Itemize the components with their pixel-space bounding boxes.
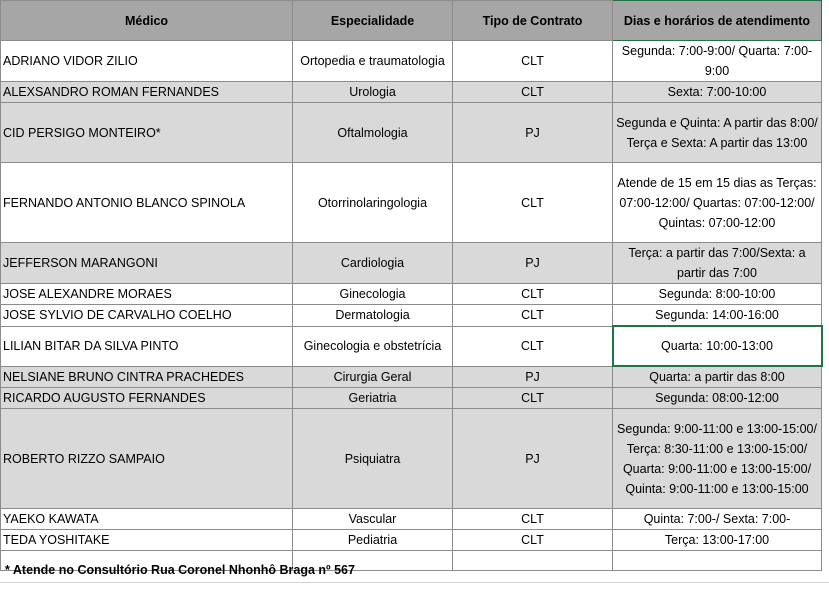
table-row bbox=[1, 284, 822, 305]
cell-medico[interactable]: JOSE SYLVIO DE CARVALHO COELHO bbox=[1, 305, 293, 327]
cell-horarios[interactable]: Quarta: a partir das 8:00 bbox=[613, 366, 822, 388]
cell-medico[interactable]: TEDA YOSHITAKE bbox=[1, 530, 293, 551]
table-row bbox=[1, 366, 822, 388]
cell-medico[interactable]: JOSE ALEXANDRE MORAES bbox=[1, 284, 293, 305]
header-contrato[interactable]: Tipo de Contrato bbox=[453, 1, 613, 41]
table-row bbox=[1, 530, 822, 551]
cell-horarios[interactable]: Segunda: 9:00-11:00 e 13:00-15:00/ Terça: 8:30-11:00 e 13:00-15:00/ Quarta: 9:00-11:00 e 13:00-15:00/ Quinta: 9:00-11:00 e 13:00-15:00 bbox=[613, 409, 822, 509]
cell-especialidade[interactable]: Dermatologia bbox=[293, 305, 453, 327]
cell-medico[interactable]: LILIAN BITAR DA SILVA PINTO bbox=[1, 326, 293, 366]
cell-medico[interactable]: CID PERSIGO MONTEIRO* bbox=[1, 103, 293, 163]
cell-contrato[interactable]: PJ bbox=[453, 103, 613, 163]
cell-especialidade[interactable]: Psiquiatra bbox=[293, 409, 453, 509]
cell-contrato[interactable]: CLT bbox=[453, 326, 613, 366]
cell-contrato[interactable]: CLT bbox=[453, 509, 613, 530]
cell-especialidade[interactable]: Ginecologia bbox=[293, 284, 453, 305]
cell-horarios[interactable]: Sexta: 7:00-10:00 bbox=[613, 82, 822, 103]
grid-line bbox=[0, 582, 829, 583]
cell-contrato[interactable]: PJ bbox=[453, 243, 613, 284]
cell-especialidade[interactable]: Pediatria bbox=[293, 530, 453, 551]
cell-especialidade[interactable]: Vascular bbox=[293, 509, 453, 530]
cell-horarios[interactable]: Segunda: 8:00-10:00 bbox=[613, 284, 822, 305]
cell-medico[interactable]: FERNANDO ANTONIO BLANCO SPINOLA bbox=[1, 163, 293, 243]
cell-horarios[interactable]: Quinta: 7:00-/ Sexta: 7:00- bbox=[613, 509, 822, 530]
cell-medico[interactable]: NELSIANE BRUNO CINTRA PRACHEDES bbox=[1, 366, 293, 388]
cell-especialidade[interactable]: Geriatria bbox=[293, 388, 453, 409]
cell-contrato[interactable]: CLT bbox=[453, 530, 613, 551]
cell-contrato[interactable]: PJ bbox=[453, 366, 613, 388]
table-row bbox=[1, 103, 822, 163]
cell-especialidade[interactable]: Oftalmologia bbox=[293, 103, 453, 163]
cell-especialidade[interactable]: Urologia bbox=[293, 82, 453, 103]
cell-horarios[interactable]: Segunda e Quinta: A partir das 8:00/ Terça e Sexta: A partir das 13:00 bbox=[613, 103, 822, 163]
cell-medico[interactable]: ALEXSANDRO ROMAN FERNANDES bbox=[1, 82, 293, 103]
table-row bbox=[1, 326, 822, 366]
cell-especialidade[interactable]: Ortopedia e traumatologia bbox=[293, 41, 453, 82]
table-row bbox=[1, 41, 822, 82]
footnote[interactable]: * Atende no Consultório Rua Coronel Nhonhô Braga nº 567 bbox=[5, 563, 355, 577]
table-row bbox=[1, 509, 822, 530]
cell-horarios[interactable]: Segunda: 7:00-9:00/ Quarta: 7:00-9:00 bbox=[613, 41, 822, 82]
empty-cell[interactable] bbox=[613, 551, 822, 571]
cell-contrato[interactable]: CLT bbox=[453, 388, 613, 409]
table-row bbox=[1, 243, 822, 284]
cell-medico[interactable]: ROBERTO RIZZO SAMPAIO bbox=[1, 409, 293, 509]
table-row bbox=[1, 409, 822, 509]
empty-cell[interactable] bbox=[453, 551, 613, 571]
cell-medico[interactable]: RICARDO AUGUSTO FERNANDES bbox=[1, 388, 293, 409]
cell-horarios[interactable]: Terça: a partir das 7:00/Sexta: a partir das 7:00 bbox=[613, 243, 822, 284]
cell-horarios[interactable]: Segunda: 08:00-12:00 bbox=[613, 388, 822, 409]
cell-medico[interactable]: JEFFERSON MARANGONI bbox=[1, 243, 293, 284]
header-medico[interactable]: Médico bbox=[1, 1, 293, 41]
cell-horarios[interactable]: Terça: 13:00-17:00 bbox=[613, 530, 822, 551]
cell-medico[interactable]: ADRIANO VIDOR ZILIO bbox=[1, 41, 293, 82]
cell-especialidade[interactable]: Cardiologia bbox=[293, 243, 453, 284]
cell-horarios[interactable]: Atende de 15 em 15 dias as Terças: 07:00-12:00/ Quartas: 07:00-12:00/ Quintas: 07:00-12:00 bbox=[613, 163, 822, 243]
cell-especialidade[interactable]: Otorrinolaringologia bbox=[293, 163, 453, 243]
cell-horarios[interactable]: Segunda: 14:00-16:00 bbox=[613, 305, 822, 327]
table-row bbox=[1, 388, 822, 409]
cell-especialidade[interactable]: Ginecologia e obstetrícia bbox=[293, 326, 453, 366]
cell-contrato[interactable]: CLT bbox=[453, 284, 613, 305]
cell-contrato[interactable]: PJ bbox=[453, 409, 613, 509]
cell-contrato[interactable]: CLT bbox=[453, 163, 613, 243]
cell-especialidade[interactable]: Cirurgia Geral bbox=[293, 366, 453, 388]
cell-horarios-selected[interactable]: Quarta: 10:00-13:00 bbox=[613, 326, 822, 366]
header-especialidade[interactable]: Especialidade bbox=[293, 1, 453, 41]
cell-contrato[interactable]: CLT bbox=[453, 41, 613, 82]
cell-contrato[interactable]: CLT bbox=[453, 82, 613, 103]
table-row bbox=[1, 163, 822, 243]
cell-medico[interactable]: YAEKO KAWATA bbox=[1, 509, 293, 530]
cell-contrato[interactable]: CLT bbox=[453, 305, 613, 327]
header-horarios[interactable]: Dias e horários de atendimento bbox=[613, 1, 822, 41]
header-row bbox=[1, 1, 822, 41]
table-row bbox=[1, 305, 822, 327]
table-row bbox=[1, 82, 822, 103]
